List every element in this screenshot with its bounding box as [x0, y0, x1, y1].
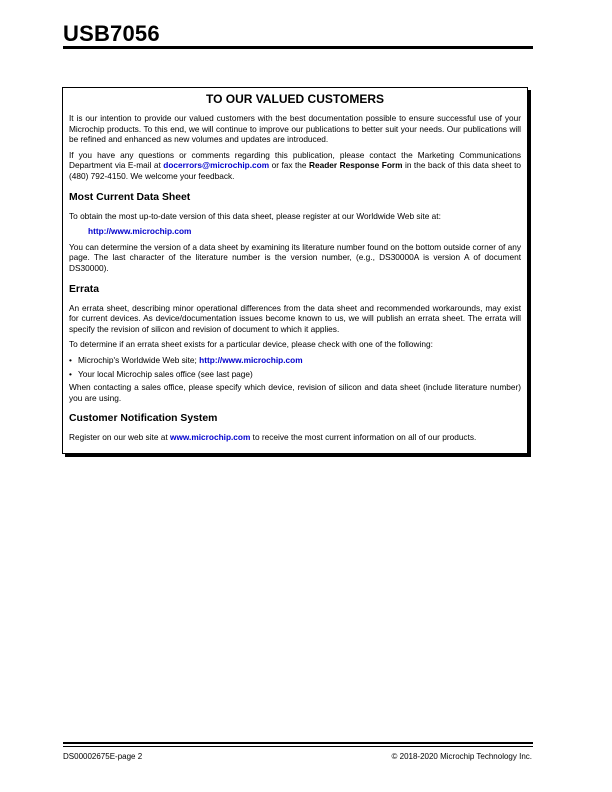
email-link[interactable]: docerrors@microchip.com: [163, 160, 270, 171]
notification-url-link[interactable]: www.microchip.com: [170, 432, 251, 443]
errata-para1: An errata sheet, describing minor operational differences from the data sheet and recommended workarounds, may exist for current devices. As device/documentation issues become known to us, we will publish an errata sheet. The errata will specify the revision of silicon and revision of document to which it applies.: [69, 302, 521, 334]
header-rule: [63, 46, 533, 49]
errata-heading: Errata: [69, 283, 100, 295]
footer-rule: [63, 742, 533, 744]
current-data-sheet-heading: Most Current Data Sheet: [69, 191, 191, 203]
errata-para2: To determine if an errata sheet exists for a particular device, please check with one of the following:: [69, 339, 433, 350]
errata-url-link[interactable]: http://www.microchip.com: [199, 354, 303, 365]
contact-text-2: or fax the: [269, 160, 310, 171]
list-item: [69, 369, 521, 380]
current-data-sheet-para2: You can determine the version of a data sheet by examining its literature number found on the bottom outside corner of any page. The last character of the literature number is the version number, (e.g., DS30000A is version A of document DS30000).: [69, 241, 521, 273]
notification-text-2: to receive the most current information on all of our products.: [250, 432, 477, 443]
intro-paragraph: It is our intention to provide our valued customers with the best documentation possible to ensure successful use of your Microchip products. To this end, we will continue to improve our publications to better suit your needs. Our publications will be refined and enhanced as new volumes and updates are introduced.: [69, 113, 521, 145]
current-data-sheet-para1: To obtain the most up-to-date version of this data sheet, please register at our Worldwide Web site at:: [69, 210, 441, 221]
footer-copyright: © 2018-2020 Microchip Technology Inc.: [391, 752, 532, 761]
reader-response-form: Reader Response Form: [309, 160, 403, 171]
notification-paragraph: [69, 432, 521, 443]
document-title: USB7056: [63, 21, 160, 46]
errata-bullet-list: [69, 355, 521, 379]
customer-notice-box: [62, 87, 528, 454]
list-item: [69, 355, 521, 366]
bullet-icon: •: [69, 354, 72, 365]
contact-text-3: in the back of this data sheet to (480) 792-4150. We welcome your feedback.: [69, 160, 522, 181]
footer-doc-number: DS00002675E-page 2: [63, 752, 143, 761]
footer-rule-thin: [63, 746, 533, 747]
contact-text-1: If you have any questions or comments regarding this publication, please contact the Marketing Communications Department via E-mail at: [69, 149, 521, 171]
microchip-url-link[interactable]: http://www.microchip.com: [88, 226, 192, 237]
bullet1-text: Microchip's Worldwide Web site;: [78, 354, 200, 365]
bullet-icon: •: [69, 368, 72, 379]
contact-paragraph: [69, 150, 521, 182]
bullet2-text: Your local Microchip sales office (see last page): [78, 368, 253, 379]
notification-heading: Customer Notification System: [69, 413, 218, 425]
errata-para3: When contacting a sales office, please specify which device, revision of silicon and data sheet (include literature number) you are using.: [69, 382, 521, 403]
notice-heading: TO OUR VALUED CUSTOMERS: [205, 92, 384, 106]
notification-text-1: Register on our web site at: [69, 432, 170, 443]
